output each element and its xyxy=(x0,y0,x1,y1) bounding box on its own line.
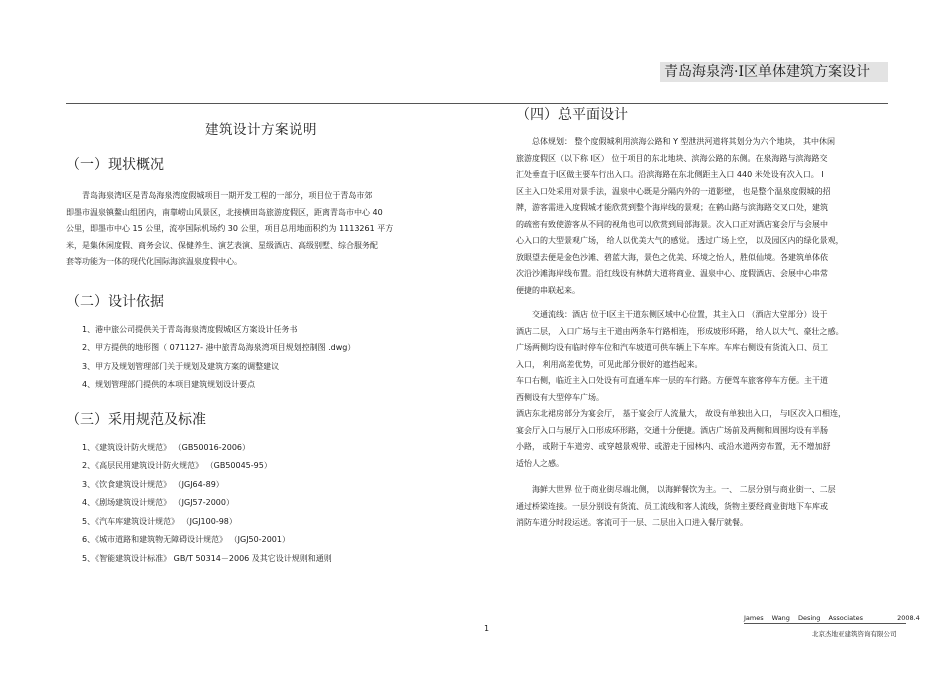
list-item: 4、《剧场建筑设计规范》 （JGJ57-2000） xyxy=(82,498,234,507)
paragraph-line: 区主入口处采用对景手法，温泉中心既是分隔内外的一道影壁， 也是整个温泉度假城的招 xyxy=(516,186,831,196)
paragraph-line: 通过桥梁连接。一层分别设有货流、员工流线和客人流线，货物主要经商业街地下车库或 xyxy=(516,501,828,511)
paragraph-line: 便捷的串联起来。 xyxy=(516,285,580,295)
list-item: 4、规划管理部门提供的本项目建筑规划设计要点 xyxy=(82,380,256,389)
paragraph-line: 旅游度假区（以下称 Ⅰ区） 位于项目的东北地块、滨海公路的东侧。在泉海路与滨海路交 xyxy=(516,153,828,163)
footer-company-en xyxy=(744,614,920,622)
list-item: 6、《城市道路和建筑物无障碍设计规范》 （JGJ50-2001） xyxy=(82,535,290,544)
section-2-list xyxy=(66,321,446,395)
paragraph-line: 消防车道分时段运送。客流可于一层、二层出入口进入餐厅就餐。 xyxy=(516,518,748,527)
paragraph-line: 套等功能为一体的现代化国际海滨温泉度假中心。 xyxy=(66,257,242,266)
paragraph-line: 牌，游客需进入度假城才能欣赏到整个海岸线的景观；在鹤山路与滨海路交叉口处，建筑 xyxy=(516,203,828,212)
paragraph-line: 小路， 或附于车道旁、或穿越景观带、或游走于园林内、或沿水道两旁布置，无不增加舒 xyxy=(516,442,831,451)
section-4-heading: （四）总平面设计 xyxy=(516,107,628,123)
paragraph-line: 汇处垂直于Ⅰ区做主要车行出入口。沿滨海路在东北侧距主入口 440 米处设有次入口。 Ⅰ xyxy=(516,170,824,179)
section-3-list xyxy=(66,439,446,569)
paragraph-line: 广场两侧均设有临时停车位和汽车坡道可供车辆上下车库。车库右侧设有货流入口、员工 xyxy=(516,343,828,352)
paragraph-line: 次沿沙滩海岸线布置。沿红线设有林荫大道将商业、温泉中心、度假酒店、会展中心串常 xyxy=(516,269,828,278)
section-4-paragraph-2 xyxy=(516,307,892,472)
list-item: 1、《建筑设计防火规范》 （GB50016-2006） xyxy=(82,442,251,452)
list-item: 3、甲方及规划管理部门关于规划及建筑方案的调整建议 xyxy=(82,361,280,371)
paragraph-line: 宴会厅入口与展厅入口形成环形路，交通十分便捷。酒店广场前及两侧和周围均设有半肠 xyxy=(516,425,828,435)
list-item: 5、《汽车库建筑设计规范》 （JGJ100-98） xyxy=(82,516,237,526)
paragraph-line: 青岛海泉湾Ⅰ区是青岛海泉湾度假城项目一期开发工程的一部分，项目位于青岛市郊 xyxy=(82,191,373,200)
section-1-body xyxy=(66,188,446,271)
left-column xyxy=(66,112,446,568)
paragraph-line: 即墨市温泉镇鳌山组团内，南靠崂山风景区，北接横田岛旅游度假区，距离青岛市中心 40 xyxy=(66,207,383,217)
paragraph-line: 交通流线：酒店 位于Ⅰ区主干道东侧区域中心位置，其主入口 （酒店大堂部分）设于 xyxy=(532,310,828,319)
footer-date: 2008.4 xyxy=(897,614,920,622)
header-title: 青岛海泉湾·Ⅰ区单体建筑方案设计 xyxy=(660,62,888,82)
paragraph-line: 总体规划： 整个度假城利用滨海公路和 Y 型泄洪河道将其划分为六个地块， 其中休闲 xyxy=(532,137,836,146)
section-4-paragraph-1 xyxy=(516,134,892,299)
paragraph-line: 公里，即墨市中心 15 公里，流亭国际机场约 30 公里，项目总用地面积约为 1113261 平方 xyxy=(66,224,394,233)
company-name-en: James Wang Desing Associates xyxy=(744,614,863,622)
list-item: 2、《高层民用建筑设计防火规范》 （GB50045-95） xyxy=(82,461,272,470)
right-column xyxy=(516,104,892,532)
list-item: 2、甲方提供的地形图（ 071127- 港中旅青岛海泉湾项目规划控制图 .dwg） xyxy=(82,343,356,352)
paragraph-line: 酒店二层， 入口广场与主干道由两条车行路相连， 形成坡形环路， 给人以大气、豪壮之感。 xyxy=(516,326,844,336)
list-item: 5、《智能建筑设计标准》 GB/T 50314－2006 及其它设计规则和通则 xyxy=(82,553,332,563)
paragraph-line: 米，是集休闲度假、商务会议、保健养生、演艺表演、星级酒店、高级别墅、综合服务配 xyxy=(66,240,378,250)
paragraph-line: 适怡人之感。 xyxy=(516,458,564,468)
paragraph-line: 心入口的大型景观广场， 给人以优美大气的感觉。 透过广场上空， 以及园区内的绿化景观， xyxy=(516,236,844,245)
section-1-heading: （一）现状概况 xyxy=(66,157,164,173)
section-4-paragraph-3 xyxy=(516,482,892,532)
paragraph-line: 西侧设有大型停车广场。 xyxy=(516,392,604,402)
document-title: 建筑设计方案说明 xyxy=(205,122,317,138)
paragraph-line: 放眼望去便是金色沙滩、碧蓝大海，景色之优美、环境之怡人，胜似仙境。各建筑单体依 xyxy=(516,252,828,262)
paragraph-line: 入口， 利用高差优势，可见此部分很好的遮挡起来。 xyxy=(516,359,703,369)
list-item: 1、港中旅公司提供关于青岛海泉湾度假城Ⅰ区方案设计任务书 xyxy=(82,324,298,334)
paragraph-line: 酒店东北裙房部分为宴会厅， 基于宴会厅人流量大， 故设有单独出入口， 与Ⅰ区次入口相连， xyxy=(516,409,846,418)
list-item: 3、《饮食建筑设计规范》 （JGJ64-89） xyxy=(82,479,224,489)
page-number: 1 xyxy=(484,624,490,633)
paragraph-line: 的疏密有致使游客从不同的视角也可以欣赏到局部海景。次入口正对酒店宴会厅与会展中 xyxy=(516,219,828,229)
paragraph-line: 车口右侧，临近主入口处设有可直通车库一层的车行路。方便驾车旅客停车方便。主干道 xyxy=(516,376,828,385)
company-name-cn: 北京杰地亚建筑咨询有限公司 xyxy=(812,630,897,638)
paragraph-line: 海鲜大世界 位于商业街尽端北侧， 以海鲜餐饮为主。一、 二层分别与商业街一、二层 xyxy=(532,485,836,494)
footer-rule xyxy=(744,623,906,624)
section-2-heading: （二）设计依据 xyxy=(66,293,164,310)
section-3-heading: （三）采用规范及标准 xyxy=(66,411,206,428)
